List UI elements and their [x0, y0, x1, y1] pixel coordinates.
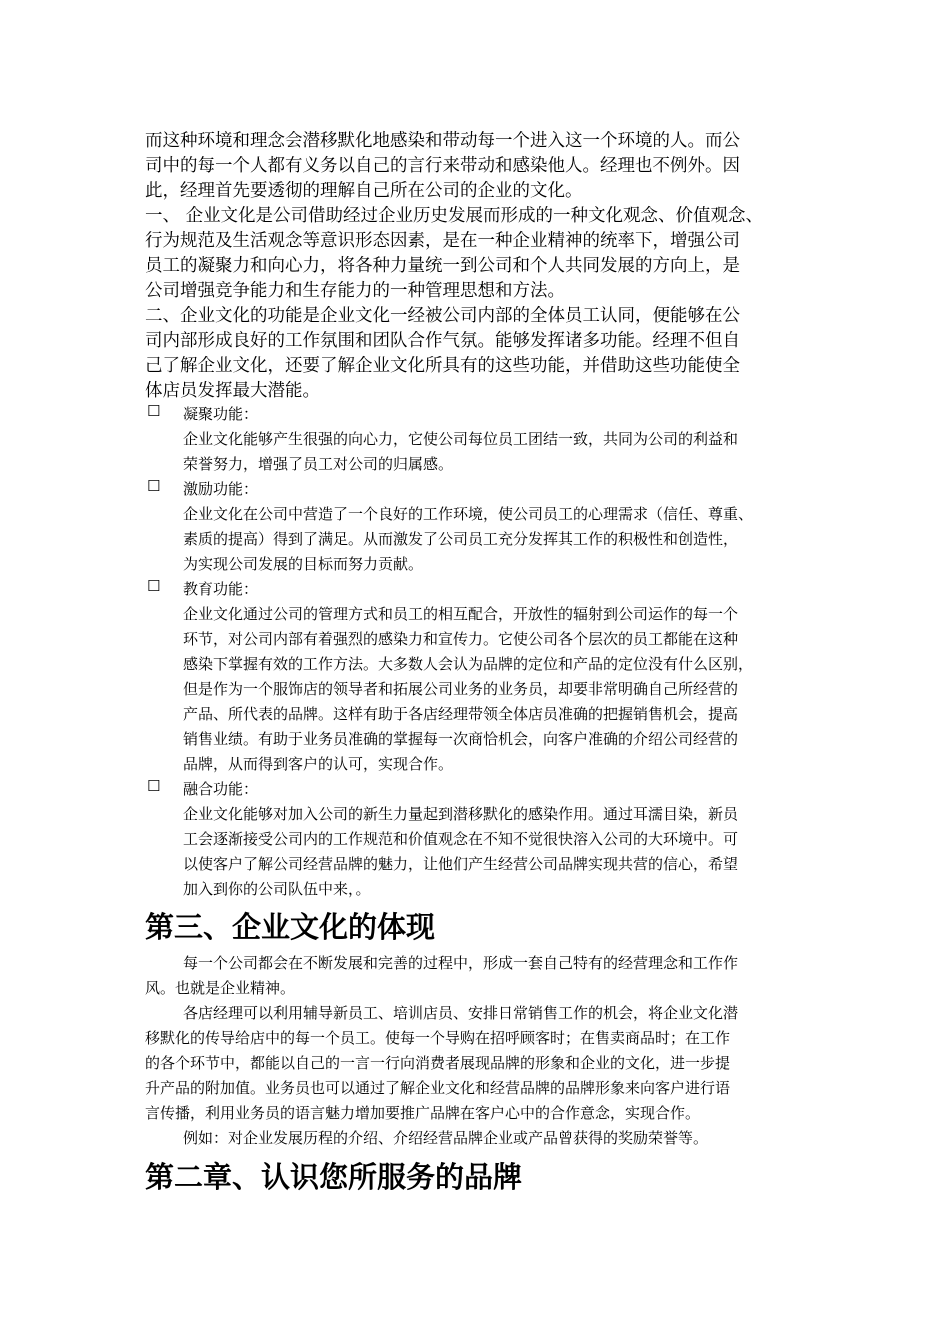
- function-education-line-1: 企业文化通过公司的管理方式和员工的相互配合，开放性的辐射到公司运作的每一个: [183, 605, 739, 623]
- function-integration-line-3: 以使客户了解公司经营品牌的魅力，让他们产生经营公司品牌实现共营的信心，希望: [183, 855, 739, 873]
- section-three-line-5: 的各个环节中，都能以自己的一言一行向消费者展现品牌的形象和企业的文化，进一步提: [145, 1054, 731, 1072]
- section-three-line-2: 风。也就是企业精神。: [145, 979, 296, 997]
- section-three-line-8: 例如：对企业发展历程的介绍、介绍经营品牌企业或产品曾获得的奖励荣誉等。: [183, 1129, 709, 1147]
- function-education-line-3: 感染下掌握有效的工作方法。大多数人会认为品牌的定位和产品的定位没有什么区别，: [183, 655, 754, 673]
- section-three-line-3: 各店经理可以利用辅导新员工、培训店员、安排日常销售工作的机会，将企业文化潜: [183, 1004, 739, 1022]
- intro-line-3: 此，经理首先要透彻的理解自己所在公司的企业的文化。: [145, 181, 583, 201]
- function-education-line-7: 品牌，从而得到客户的认可，实现合作。: [183, 755, 454, 773]
- function-integration-line-4: 加入到你的公司队伍中来，。: [183, 880, 371, 898]
- point-two-line-1: 二、企业文化的功能是企业文化一经被公司内部的全体员工认同，便能够在公: [145, 306, 740, 326]
- section-heading: 第三、企业文化的体现: [145, 910, 436, 944]
- section-three-line-7: 言传播，利用业务员的语言魅力增加要推广品牌在客户心中的合作意念，实现合作。: [145, 1104, 701, 1122]
- function-education-line-5: 产品、所代表的品牌。这样有助于各店经理带领全体店员准确的把握销售机会，提高: [183, 705, 739, 723]
- point-one-line-4: 公司增强竞争能力和生存能力的一种管理思想和方法。: [145, 281, 565, 301]
- chapter-heading: 第二章、认识您所服务的品牌: [145, 1160, 523, 1194]
- function-integration-line-2: 工会逐渐接受公司内的工作规范和价值观念在不知不觉很快溶入公司的大环境中。可: [183, 830, 739, 848]
- bullet-checkbox-icon: ☐: [147, 402, 161, 420]
- function-cohesion-line-2: 荣誉努力，增强了员工对公司的归属感。: [183, 455, 454, 473]
- function-label-cohesion: 凝聚功能：: [183, 405, 259, 423]
- bullet-checkbox-icon: ☐: [147, 477, 161, 495]
- intro-line-1: 而这种环境和理念会潜移默化地感染和带动每一个进入这一个环境的人。而公: [145, 131, 740, 151]
- function-label-integration: 融合功能：: [183, 780, 259, 798]
- function-motivation-line-3: 为实现公司发展的目标而努力贡献。: [183, 555, 424, 573]
- function-motivation-line-1: 企业文化在公司中营造了一个良好的工作环境，使公司员工的心理需求（信任、尊重、: [183, 505, 754, 523]
- point-two-line-4: 体店员发挥最大潜能。: [145, 381, 320, 401]
- bullet-checkbox-icon: ☐: [147, 577, 161, 595]
- function-education-line-2: 环节，对公司内部有着强烈的感染力和宣传力。它使公司各个层次的员工都能在这种: [183, 630, 739, 648]
- bullet-checkbox-icon: ☐: [147, 777, 161, 795]
- function-label-education: 教育功能：: [183, 580, 259, 598]
- point-one-line-3: 员工的凝聚力和向心力，将各种力量统一到公司和个人共同发展的方向上，是: [145, 256, 740, 276]
- function-education-line-4: 但是作为一个服饰店的领导者和拓展公司业务的业务员，却要非常明确自己所经营的: [183, 680, 739, 698]
- point-one-line-2: 行为规范及生活观念等意识形态因素，是在一种企业精神的统率下，增强公司: [145, 231, 740, 251]
- function-integration-line-1: 企业文化能够对加入公司的新生力量起到潜移默化的感染作用。通过耳濡目染，新员: [183, 805, 739, 823]
- point-two-line-2: 司内部形成良好的工作氛围和团队合作气氛。能够发挥诸多功能。经理不但自: [145, 331, 740, 351]
- function-motivation-line-2: 素质的提高）得到了满足。从而激发了公司员工充分发挥其工作的积极性和创造性，: [183, 530, 739, 548]
- point-one-line-1: 一、 企业文化是公司借助经过企业历史发展而形成的一种文化观念、价值观念、: [145, 206, 764, 226]
- section-three-line-4: 移默化的传导给店中的每一个员工。使每一个导购在招呼顾客时；在售卖商品时；在工作: [145, 1029, 731, 1047]
- function-education-line-6: 销售业绩。有助于业务员准确的掌握每一次商恰机会，向客户准确的介绍公司经营的: [183, 730, 739, 748]
- section-three-line-1: 每一个公司都会在不断发展和完善的过程中，形成一套自己特有的经营理念和工作作: [183, 954, 739, 972]
- section-three-line-6: 升产品的附加值。业务员也可以通过了解企业文化和经营品牌的品牌形象来向客户进行语: [145, 1079, 731, 1097]
- point-two-line-3: 己了解企业文化，还要了解企业文化所具有的这些功能，并借助这些功能使全: [145, 356, 740, 376]
- intro-line-2: 司中的每一个人都有义务以自己的言行来带动和感染他人。经理也不例外。因: [145, 156, 740, 176]
- function-cohesion-line-1: 企业文化能够产生很强的向心力，它使公司每位员工团结一致，共同为公司的利益和: [183, 430, 739, 448]
- function-label-motivation: 激励功能：: [183, 480, 259, 498]
